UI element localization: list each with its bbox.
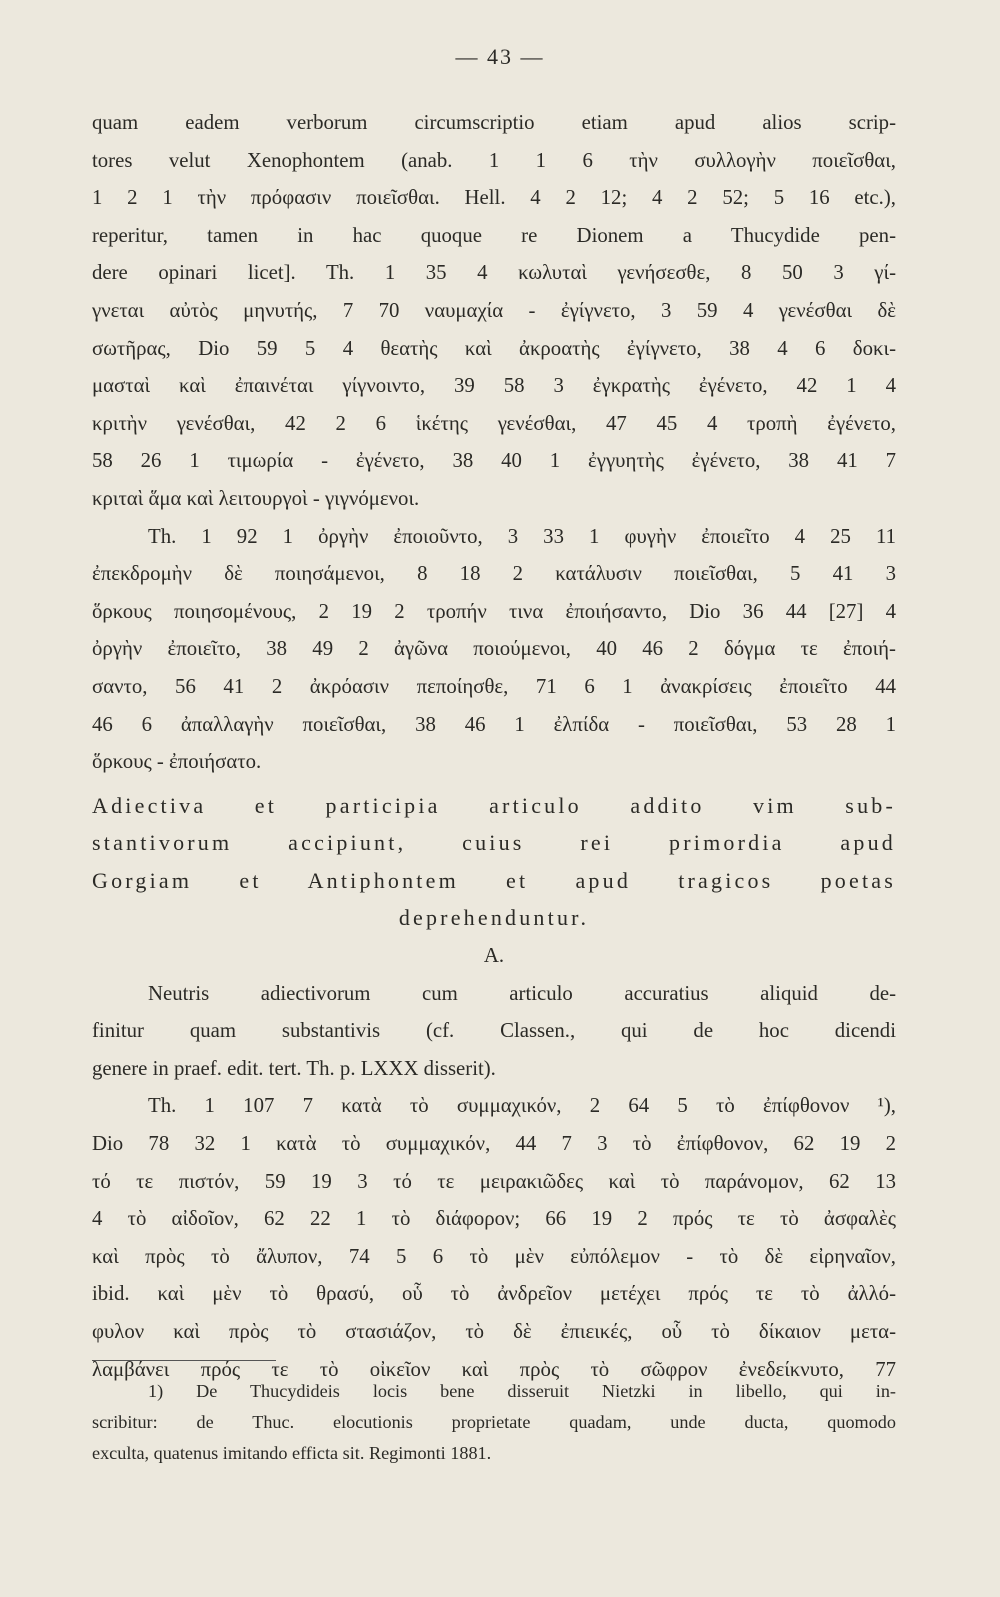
text-line: ἐπεκδρομὴν δὲ ποιησάμενοι, 8 18 2 κατάλυσιν ποιεῖσθαι, 5 41 3 [92,562,896,586]
footnote-line: exculta, quatenus imitando efficta sit. Regimonti 1881. [92,1443,492,1463]
text-line: γνεται αὐτὸς μηνυτής, 7 70 ναυμαχία - ἐγίγνετο, 3 59 4 γενέσθαι δὲ [92,298,896,322]
text-line: 4 τὸ αἰδοῖον, 62 22 1 τὸ διάφορον; 66 19 2 πρός τε τὸ ἀσφαλὲς [92,1207,896,1231]
paragraph-4 [92,1087,896,1388]
text-line: 1 2 1 τὴν πρόφασιν ποιεῖσθαι. Hell. 4 2 12; 4 2 52; 5 16 etc.), [92,186,896,210]
text-line: finitur quam substantivis (cf. Classen., qui de hoc dicendi [92,1019,896,1043]
text-line: tores velut Xenophontem (anab. 1 1 6 τὴν συλλογὴν ποιεῖσθαι, [92,148,896,172]
text-line: 46 6 ἀπαλλαγὴν ποιεῖσθαι, 38 46 1 ἐλπίδα - ποιεῖσθαι, 53 28 1 [92,712,896,736]
page-number: — 43 — [455,44,545,69]
text-line: Th. 1 107 7 κατὰ τὸ συμμαχικόν, 2 64 5 τὸ ἐπίφθονον ¹), [148,1094,896,1118]
text-line: genere in praef. edit. tert. Th. p. LXXX disserit). [92,1056,496,1080]
section-heading [92,787,896,937]
footnote-line: 1) De Thucydideis locis bene disseruit Nietzki in libello, qui in- [148,1381,896,1401]
paragraph-2 [92,518,896,781]
paragraph-1 [92,104,896,518]
text-line: Th. 1 92 1 ὀργὴν ἐποιοῦντο, 3 33 1 φυγὴν ἐποιεῖτο 4 25 11 [148,524,896,548]
text-line: Gorgiam et Antiphontem et apud tragicos poetas [92,867,896,893]
text-line: A. [483,944,505,968]
text-line: ὅρκους - ἐποιήσατο. [92,750,262,774]
text-line: 58 26 1 τιμωρία - ἐγένετο, 38 40 1 ἐγγυητὴς ἐγένετο, 38 41 7 [92,449,896,473]
footnote-separator [92,1360,276,1361]
text-line: λαμβάνει πρός τε τὸ οἰκεῖον καὶ πρὸς τὸ σῶφρον ἐνεδείκνυτο, 77 [92,1357,896,1381]
text-line: reperitur, tamen in hac quoque re Dionem a Thucydide pen- [92,223,896,247]
text-line: Neutris adiectivorum cum articulo accuratius aliquid de- [148,981,896,1005]
text-line: τό τε πιστόν, 59 19 3 τό τε μειρακιῶδες καὶ τὸ παράνομον, 62 13 [92,1169,896,1193]
paragraph-3 [92,975,896,1088]
text-line: deprehenduntur. [398,905,590,931]
text-line: κριτὴν γενέσθαι, 42 2 6 ἱκέτης γενέσθαι, 47 45 4 τροπὴ ἐγένετο, [92,411,896,435]
text-line: ibid. καὶ μὲν τὸ θρασύ, οὗ τὸ ἀνδρεῖον μετέχει πρός τε τὸ ἀλλό- [92,1282,896,1306]
footnote-line: scribitur: de Thuc. elocutionis proprietate quadam, unde ducta, quomodo [92,1412,896,1432]
text-line: Adiectiva et participia articulo addito vim sub- [92,792,896,818]
text-line: dere opinari licet]. Th. 1 35 4 κωλυταὶ γενήσεσθε, 8 50 3 γί- [92,261,896,285]
text-line: σωτῆρας, Dio 59 5 4 θεατὴς καὶ ἀκροατὴς ἐγίγνετο, 38 4 6 δοκι- [92,336,896,360]
text-line: quam eadem verborum circumscriptio etiam apud alios scrip- [92,111,896,134]
text-line: ὅρκους ποιησομένους, 2 19 2 τροπήν τινα ἐποιήσαντο, Dio 36 44 [27] 4 [92,599,896,623]
text-line: ὀργὴν ἐποιεῖτο, 38 49 2 ἀγῶνα ποιούμενοι, 40 46 2 δόγμα τε ἐποιή- [92,637,896,661]
text-line: stantivorum accipiunt, cuius rei primordia apud [92,830,896,856]
footnote-text [92,1376,896,1469]
text-line: σαντο, 56 41 2 ἀκρόασιν πεποίησθε, 71 6 1 ἀνακρίσεις ἐποιεῖτο 44 [92,674,896,698]
section-letter [92,937,896,975]
text-line: Dio 78 32 1 κατὰ τὸ συμμαχικόν, 44 7 3 τὸ ἐπίφθονον, 62 19 2 [92,1132,896,1156]
text-line: φυλον καὶ πρὸς τὸ στασιάζον, τὸ δὲ ἐπιεικές, οὗ τὸ δίκαιον μετα- [92,1320,896,1343]
text-line: κριταὶ ἅμα καὶ λειτουργοὶ - γιγνόμενοι. [92,486,420,510]
text-line: μασταὶ καὶ ἐπαινέται γίγνοιντο, 39 58 3 ἐγκρατὴς ἐγένετο, 42 1 4 [92,374,896,398]
footnote [92,1376,896,1469]
main-text [92,104,896,1388]
text-line: καὶ πρὸς τὸ ἄλυπον, 74 5 6 τὸ μὲν εὐπόλεμον - τὸ δὲ εἰρηναῖον, [92,1244,896,1268]
